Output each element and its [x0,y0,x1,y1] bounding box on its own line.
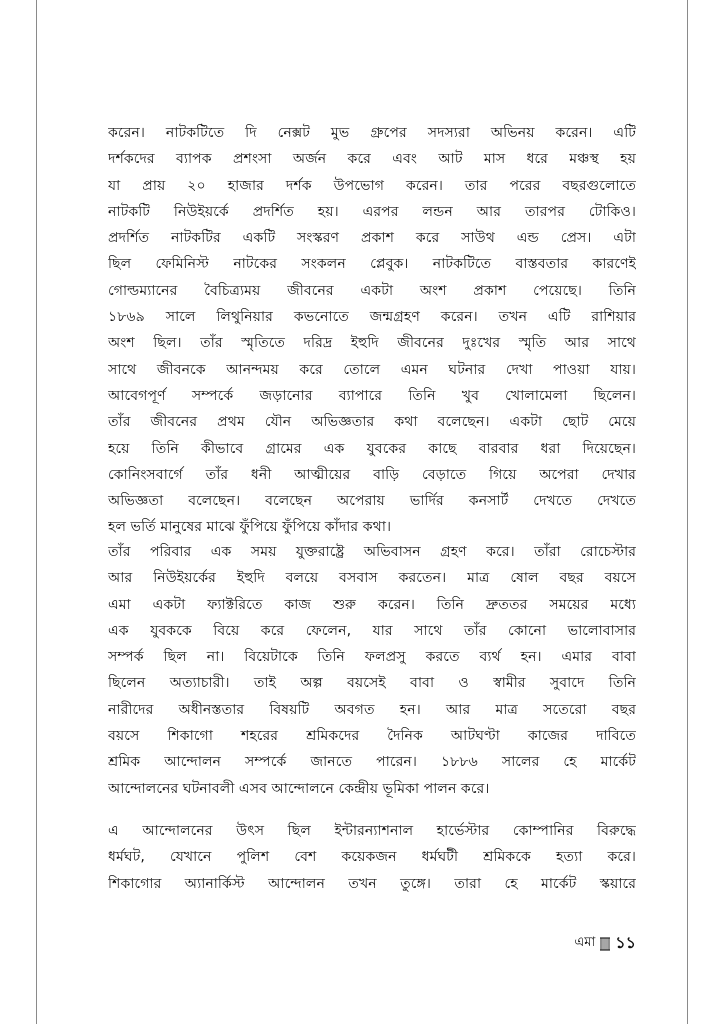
text-line: তাঁর জীবনের প্রথম যৌন অভিজ্ঞতার কথা বলেছেন। একটা ছোট মেয়ে [108,414,636,431]
text-line: নাটকটি নিউইয়র্কে প্রদর্শিত হয়। এরপর লন্ডন আর তারপর টোকিও। [108,203,636,220]
paragraph-2 [108,539,636,802]
text-line: শ্রমিক আন্দোলন সম্পর্কে জানতে পারেন। ১৮৮৬ সালের হে মার্কেট [108,754,636,771]
text-line: সম্পর্ক ছিল না। বিয়েটাকে তিনি ফলপ্রসু করতে ব্যর্থ হন। এমার বাবা [108,649,636,666]
page-number: ১১ [615,933,636,952]
text-line: আন্দোলনের ঘটনাবলী এসব আন্দোলনে কেন্দ্রীয় ভূমিকা পালন করে। [108,780,490,797]
text-line: তাঁর পরিবার এক সময় যুক্তরাষ্ট্রে অভিবাসন গ্রহণ করে। তাঁরা রোচেস্টার [108,544,636,560]
text-line: নারীদের অধীনস্ততার বিষয়টি অবগত হন। আর মাত্র সতেরো বছর [108,701,636,718]
text-line: আবেগপূর্ণ সম্পর্কে জড়ানোর ব্যাপারে তিনি খুব খোলামেলা ছিলেন। [108,387,636,404]
text-line: ছিল ফেমিনিস্ট নাটকের সংকলন প্লেবুক। নাটকটিতে বাস্তবতার কারণেই [108,256,636,273]
text-line: অংশ ছিল। তাঁর স্মৃতিতে দরিদ্র ইহুদি জীবনের দুঃখের স্মৃতি আর সাথে [108,335,636,352]
text-line: এমা একটা ফ্যাক্টরিতে কাজ শুরু করেন। তিনি দ্রুততর সময়ের মধ্যে [108,596,636,613]
text-line: হল ভর্তি মানুষের মাঝে ফুঁপিয়ে ফুঁপিয়ে কাঁদার কথা। [108,519,392,536]
text-line: বয়সে শিকাগো শহরের শ্রমিকদের দৈনিক আটঘণ্টা কাজের দাবিতে [108,728,636,745]
text-line: দর্শকদের ব্যাপক প্রশংসা অর্জন করে এবং আট মাস ধরে মঞ্চস্থ হয় [108,151,636,168]
text-line: আর নিউইয়র্কের ইহুদি বলয়ে বসবাস করতেন। মাত্র ষোল বছর বয়সে [108,570,636,587]
text-line: ধর্মঘট, যেখানে পুলিশ বেশ কয়েকজন ধর্মঘটী শ্রমিককে হত্যা করে। [108,849,636,866]
paragraph-1 [108,120,636,541]
text-line: এক যুবককে বিয়ে করে ফেলেন, যার সাথে তাঁর কোনো ভালোবাসার [108,622,636,639]
text-line: হয়ে তিনি কীভাবে গ্রামের এক যুবকের কাছে বারবার ধরা দিয়েছেন। [108,440,636,457]
text-line: শিকাগোর অ্যানার্কিস্ট আন্দোলন তখন তুঙ্গে। তারা হে মার্কেট স্কয়ারে [108,875,636,892]
running-title: এমা [574,935,596,950]
text-line: ১৮৬৯ সালে লিথুনিয়ার কভনোতে জন্মগ্রহণ করেন। তখন এটি রাশিয়ার [108,309,636,326]
text-line: প্রদর্শিত নাটকটির একটি সংস্করণ প্রকাশ করে সাউথ এন্ড প্রেস। এটা [108,230,636,247]
publisher-logo-icon [599,936,611,952]
page-footer [540,930,636,957]
paragraph-3 [108,818,636,897]
text-line: সাথে জীবনকে আনন্দময় করে তোলে এমন ঘটনার দেখা পাওয়া যায়। [108,361,636,378]
text-line: গোল্ডম্যানের বৈচিত্র্যময় জীবনের একটা অংশ প্রকাশ পেয়েছে। তিনি [108,282,636,299]
text-line: করেন। নাটকটিতে দি নেক্সট মুভ গ্রুপের সদস্যরা অভিনয় করেন। এটি [108,125,636,141]
text-line: কোনিংসবার্গে তাঁর ধনী আত্মীয়ের বাড়ি বেড়াতে গিয়ে অপেরা দেখার [108,466,636,483]
text-line: ছিলেন অত্যাচারী। তাই অল্প বয়সেই বাবা ও স্বামীর সুবাদে তিনি [108,675,636,692]
text-line: যা প্রায় ২০ হাজার দর্শক উপভোগ করেন। তার পরের বছরগুলোতে [108,177,636,194]
text-line: এ আন্দোলনের উৎস ছিল ইন্টারন্যাশনাল হার্ভেস্টার কোম্পানির বিরুদ্ধে [108,823,636,839]
text-line: অভিজ্ঞতা বলেছেন। বলেছেন অপেরায় ভার্দির কনসার্ট দেখতে দেখতে [108,493,636,510]
